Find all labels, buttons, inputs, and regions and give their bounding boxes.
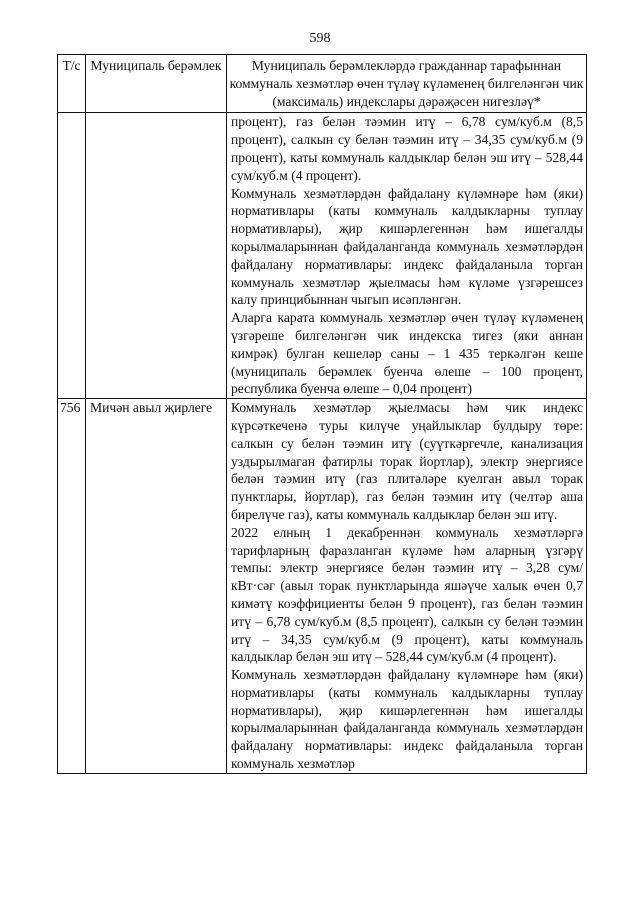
paragraph: Аларга карата коммуналь хезмәтләр өчен түләү күләменең үзгәреше билгеләнгән чик индекска тигез (яки аннан кимрәк) булган кешеләр саны – 1 435 теркәлгән кеше (муниципаль берәмлек буенча өлеше – 100 процент, республика буенча өлеше – 0,04 процент) [231, 310, 583, 397]
paragraph: процент), газ белән тәэмин итү – 6,78 сум/куб.м (8,5 процент), салкын су белән тәэмин итү – 34,35 сум/куб.м (9 процент), каты коммуналь калдыклар белән эш итү – 528,44 сум/куб.м (4 процент). [231, 114, 583, 183]
header-justification: Муниципаль берәмлекләрдә гражданнар тарафыннан коммуналь хезмәтләр өчен түләү күләменең билгеләнгән чик (максималь) индекслары дәрәҗәсен нигезләү* [227, 55, 587, 113]
header-municipality: Муниципаль берәмлек [86, 55, 227, 113]
paragraph: Коммуналь хезмәтләрдән файдалану күләмнәре һәм (яки) нормативлары (каты коммуналь калдыкларны туплау нормативлары), җир кишәрлегеннән һәм ишегалды корылмаларыннан файдаланганда коммуналь хезмәтләрдән файдалану нормативлары: индекс файдаланыла торган коммуналь хезмәтләр [231, 667, 583, 772]
row-number-empty [58, 113, 86, 399]
indices-table [57, 54, 587, 774]
row-municipality-name: Мичән авыл җирлеге [86, 399, 227, 774]
table-row-756 [58, 399, 587, 774]
paragraph: Коммуналь хезмәтләр җыелмасы һәм чик индекс күрсәткеченә туры килүче уңайлыклар булдыру төре: салкын су белән тәэмин итү (суүткәргечле, канализация уздырылмаган фатирлы торак йортлар), электр энергиясе белән тәэмин итү (газ плитәләре куелган авыл торак пунктлары, йортлар), газ белән тәэмин итү (челтәр аша бирелүче газ), каты коммуналь калдыклар белән эш итү. [231, 400, 583, 522]
row-text [227, 399, 587, 774]
paragraph: 2022 елның 1 декабреннән коммуналь хезмәтләргә тарифларның фаразланган күләме һәм аларның үзгәрү темпы: электр энергиясе белән тәэмин итү – 3,28 сум/кВт·сәг (авыл торак пунктларында яшәүче халык өчен 0,7 кимәтү коэффициенты белән 9 процент), газ белән тәэмин итү – 6,78 сум/куб.м (8,5 процент), салкын су белән тәэмин итү – 34,35 сум/куб.м (9 процент), каты коммуналь калдыклар белән эш итү – 528,44 сум/куб.м (4 процент). [231, 524, 583, 665]
header-number: Т/с [58, 55, 86, 113]
table-header-row [58, 55, 587, 113]
paragraph: Коммуналь хезмәтләрдән файдалану күләмнәре һәм (яки) нормативлары (каты коммуналь калдыкларны туплау нормативлары), җир кишәрлегеннән һәм ишегалды корылмаларыннан файдаланганда коммуналь хезмәтләрдән файдалану нормативлары: индекс файдаланыла торган коммуналь хезмәтләр җыелмасы һәм күләме үзгәрешсез калу принцибыннан чыгып исәпләнгән. [231, 185, 583, 308]
table-row-continuation [58, 113, 587, 399]
row-text-continuation [227, 113, 587, 399]
page-number: 598 [309, 31, 331, 46]
row-name-empty [86, 113, 227, 399]
row-number: 756 [58, 399, 86, 774]
